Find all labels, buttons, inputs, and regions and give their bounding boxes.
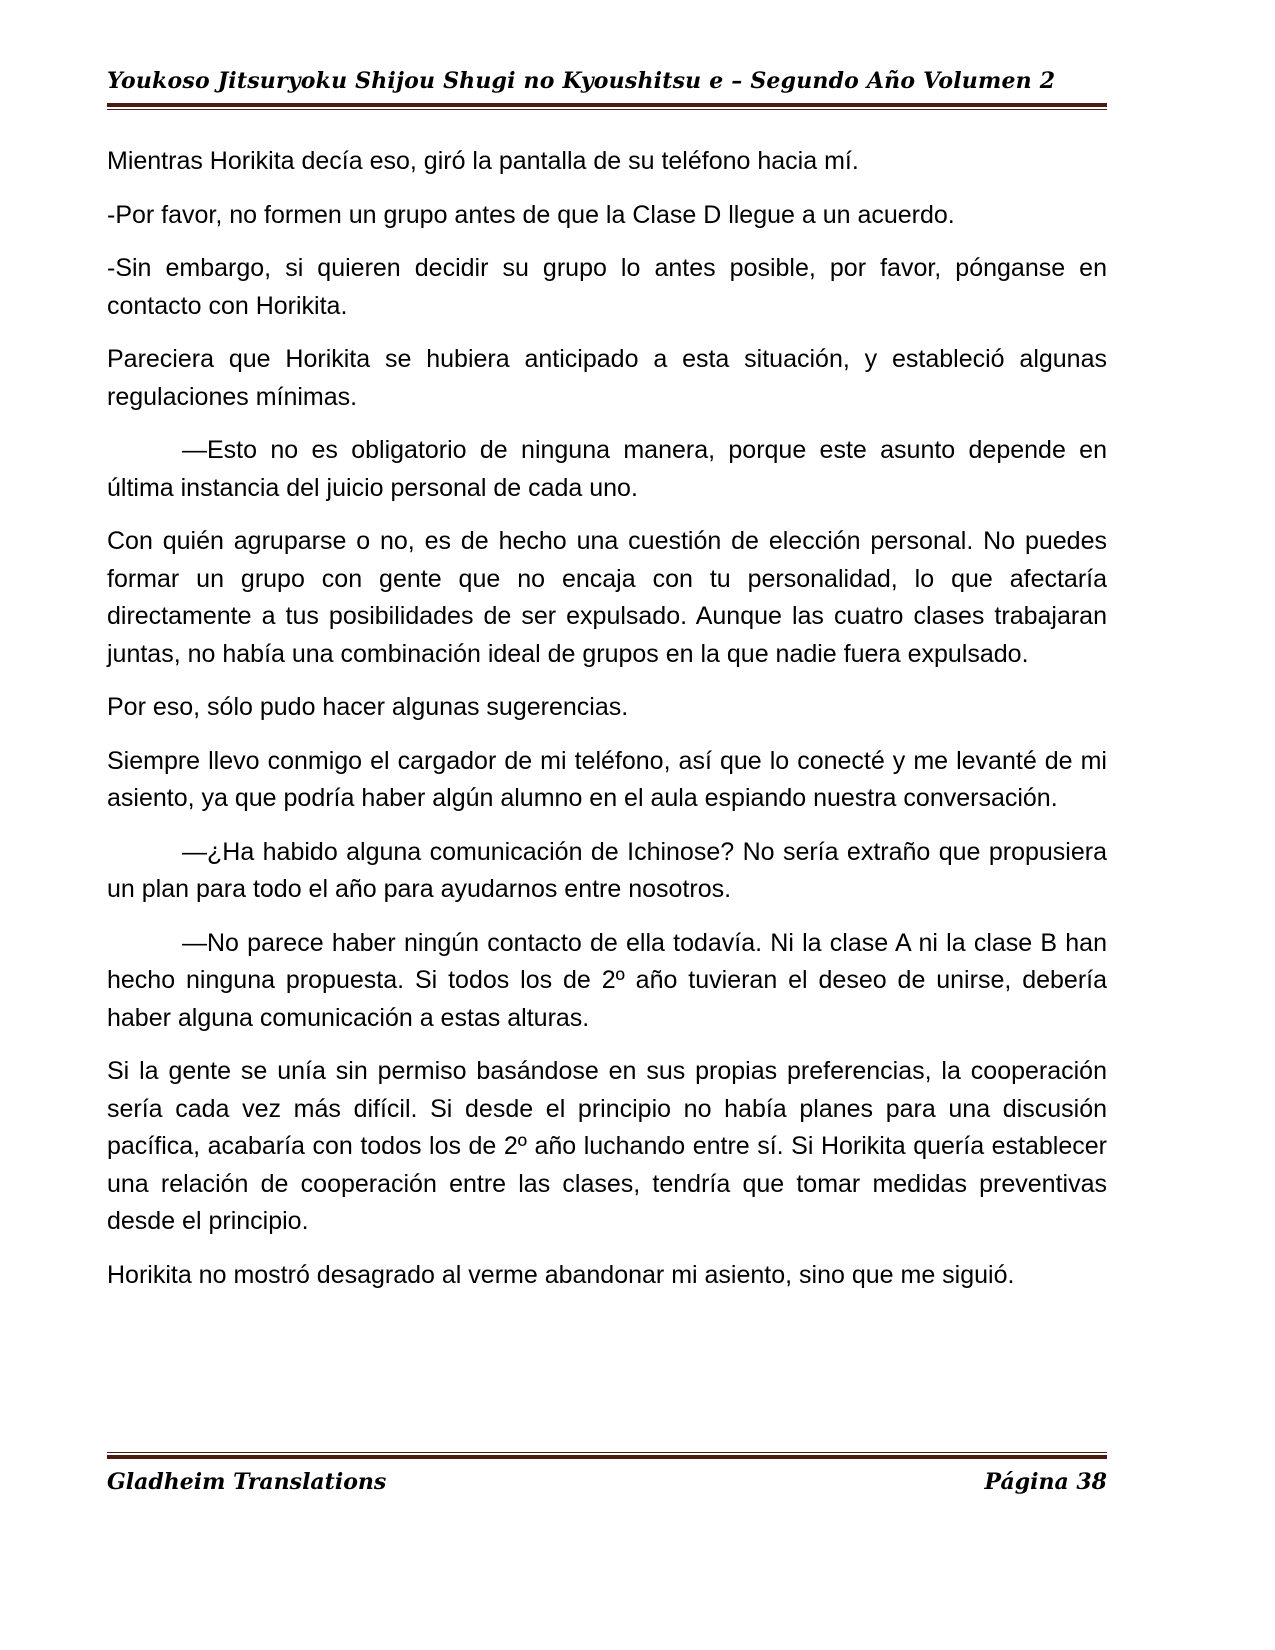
document-body (107, 143, 1107, 1310)
paragraph: -Sin embargo, si quieren decidir su grupo lo antes posible, por favor, pónganse en contacto con Horikita. (107, 254, 1107, 320)
paragraph: Por eso, sólo pudo hacer algunas sugerencias. (107, 693, 629, 721)
paragraph: Mientras Horikita decía eso, giró la pantalla de su teléfono hacia mí. (107, 147, 859, 175)
footer-translator: Gladheim Translations (107, 1469, 387, 1495)
paragraph: —¿Ha habido alguna comunicación de Ichinose? No sería extraño que propusiera un plan para todo el año para ayudarnos entre nosotros. (107, 837, 1107, 903)
paragraph: Horikita no mostró desagrado al verme abandonar mi asiento, sino que me siguió. (107, 1260, 1015, 1289)
paragraph: Siempre llevo conmigo el cargador de mi teléfono, así que lo conecté y me levanté de mi asiento, ya que podría haber algún alumno en el aula espiando nuestra conversación. (107, 746, 1107, 812)
footer-row (107, 1468, 1107, 1496)
paragraph: Con quién agruparse o no, es de hecho una cuestión de elección personal. No puedes formar un grupo con gente que no encaja con tu personalidad, lo que afectaría directamente a tus posibilidades de ser expulsado. Aunque las cuatro clases trabajaran juntas, no había una combinación ideal de grupos en la que nadie fuera expulsado. (107, 527, 1107, 668)
paragraph: —Esto no es obligatorio de ninguna manera, porque este asunto depende en última instancia del juicio personal de cada uno. (107, 436, 1107, 502)
header-title: Youkoso Jitsuryoku Shijou Shugi no Kyoushitsu e – Segundo Año Volumen 2 (107, 68, 1056, 94)
footer-page-number: Página 38 (984, 1469, 1107, 1495)
page-header (107, 66, 1107, 110)
paragraph: —No parece haber ningún contacto de ella todavía. Ni la clase A ni la clase B han hecho ninguna propuesta. Si todos los de 2º año tuvieran el deseo de unirse, debería haber alguna comunicación a estas alturas. (107, 928, 1107, 1032)
paragraph: Pareciera que Horikita se hubiera anticipado a esta situación, y estableció algunas regulaciones mínimas. (107, 345, 1107, 411)
paragraph: Si la gente se unía sin permiso basándose en sus propias preferencias, la cooperación sería cada vez más difícil. Si desde el principio no había planes para una discusión pacífica, acabaría con todos los de 2º año luchando entre sí. Si Horikita quería establecer una relación de cooperación entre las clases, tendría que tomar medidas preventivas desde el principio. (107, 1057, 1107, 1235)
paragraph: -Por favor, no formen un grupo antes de que la Clase D llegue a un acuerdo. (107, 200, 955, 229)
footer-rule (107, 1452, 1107, 1459)
header-rule (107, 103, 1107, 110)
page-footer (107, 1452, 1107, 1496)
